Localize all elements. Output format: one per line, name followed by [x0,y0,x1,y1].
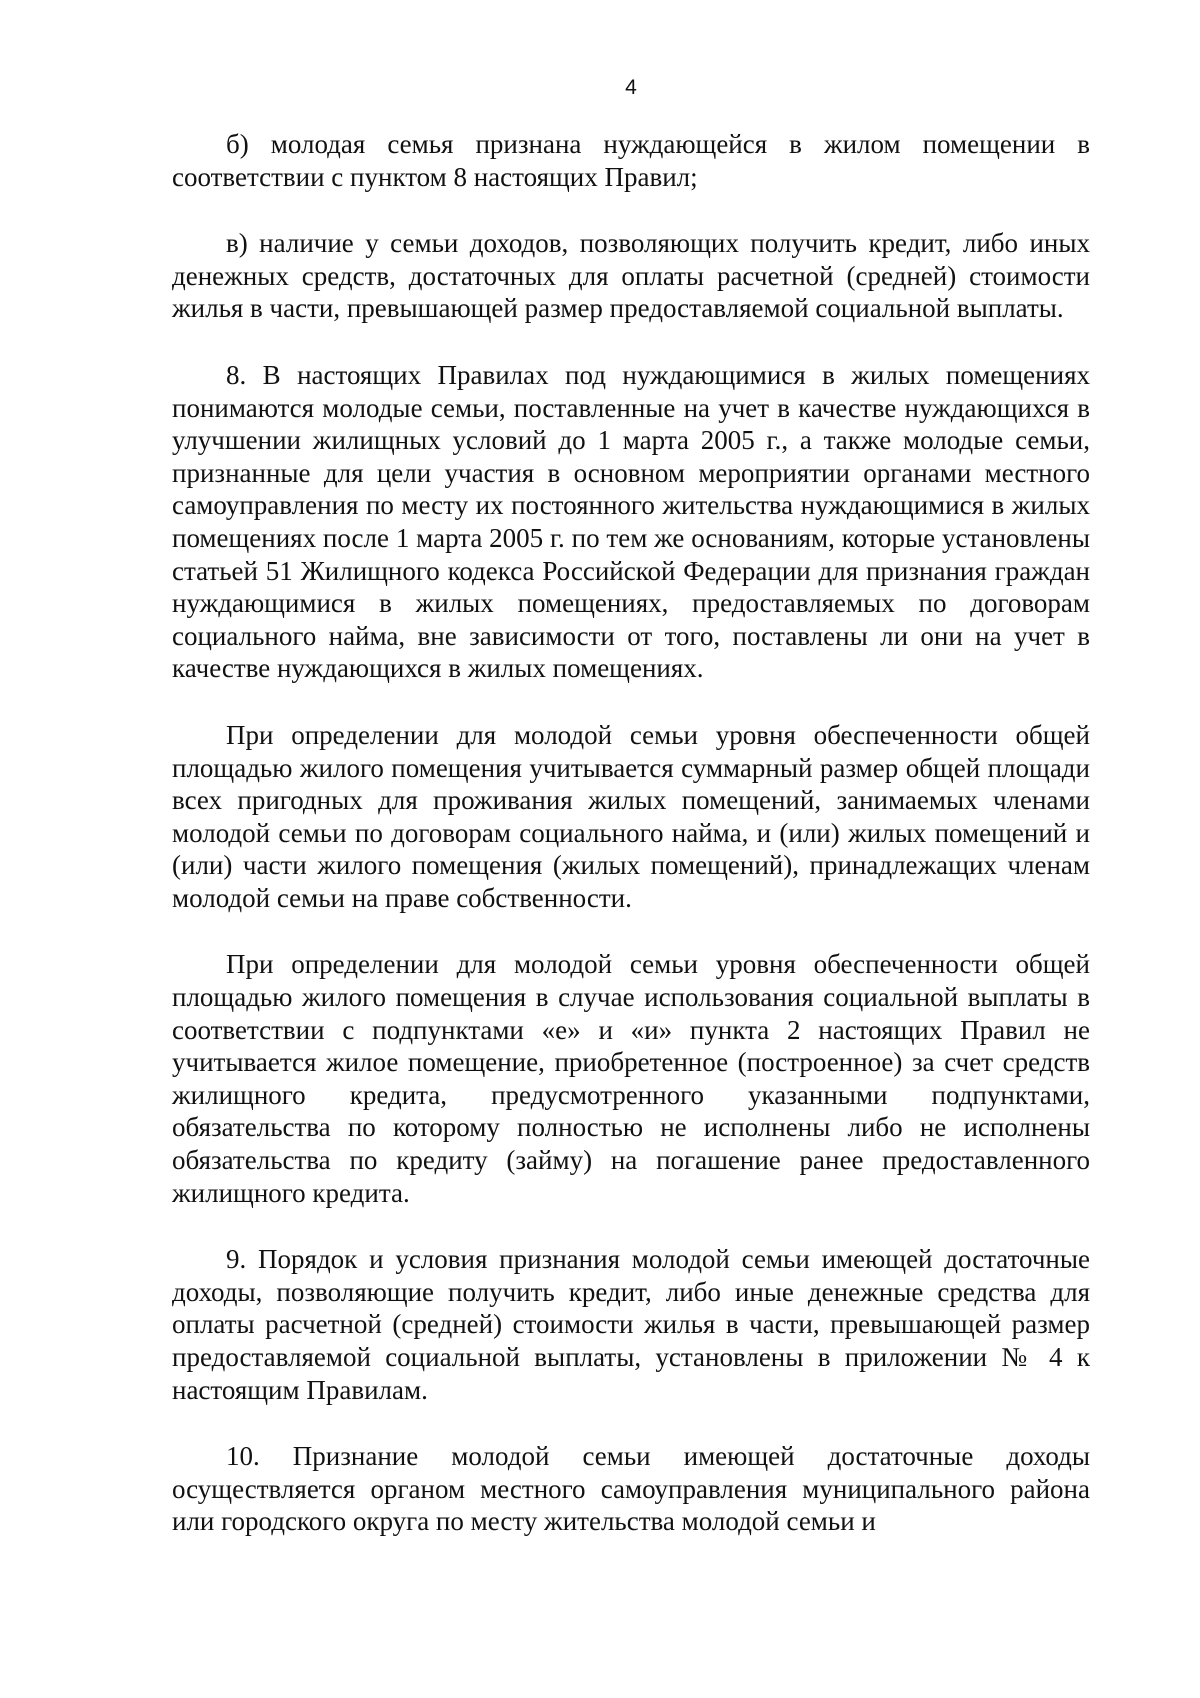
paragraph-b: б) молодая семья признана нуждающейся в жилом помещении в соответствии с пунктом 8 настоящих Правил; [172,129,1090,192]
paragraph-8-credit-exclusion: При определении для молодой семьи уровня обеспеченности общей площадью жилого помещения в случае использования социальной выплаты в соответствии с подпунктами «е» и «и» пункта 2 настоящих Правил не учитывается жилое помещение, приобретенное (построенное) за счет средств жилищного кредита, предусмотренного указанными подпунктами, обязательства по которому полностью не исполнены либо не исполнены обязательства по кредиту (займу) на погашение ранее предоставленного жилищного кредита. [172,949,1090,1208]
paragraph-8: 8. В настоящих Правилах под нуждающимися в жилых помещениях понимаются молодые семьи, поставленные на учет в качестве нуждающихся в улучшении жилищных условий до 1 марта 2005 г., а также молодые семьи, признанные для цели участия в основном мероприятии органами местного самоуправления по месту их постоянного жительства нуждающимися в жилых помещениях после 1 марта 2005 г. по тем же основаниям, которые установлены статьей 51 Жилищного кодекса Российской Федерации для признания граждан нуждающимися в жилых помещениях, предоставляемых по договорам социального найма, вне зависимости от того, поставлены ли они на учет в качестве нуждающихся в жилых помещениях. [172,359,1090,684]
paragraph-10: 10. Признание молодой семьи имеющей достаточные доходы осуществляется органом местного самоуправления муниципального района или городского округа по месту жительства молодой семьи и [172,1441,1090,1537]
page-number: 4 [625,76,637,99]
document-body [172,128,1090,1538]
paragraph-v: в) наличие у семьи доходов, позволяющих получить кредит, либо иных денежных средств, достаточных для оплаты расчетной (средней) стоимости жилья в части, превышающей размер предоставляемой социальной выплаты. [172,228,1090,324]
paragraph-8-area-calculation: При определении для молодой семьи уровня обеспеченности общей площадью жилого помещения учитывается суммарный размер общей площади всех пригодных для проживания жилых помещений, занимаемых членами молодой семьи по договорам социального найма, и (или) жилых помещений и (или) части жилого помещения (жилых помещений), принадлежащих членам молодой семьи на праве собственности. [172,719,1090,913]
paragraph-9: 9. Порядок и условия признания молодой семьи имеющей достаточные доходы, позволяющие получить кредит, либо иные денежные средства для оплаты расчетной (средней) стоимости жилья в части, превышающей размер предоставляемой социальной выплаты, установлены в приложении № 4 к настоящим Правилам. [172,1244,1090,1405]
